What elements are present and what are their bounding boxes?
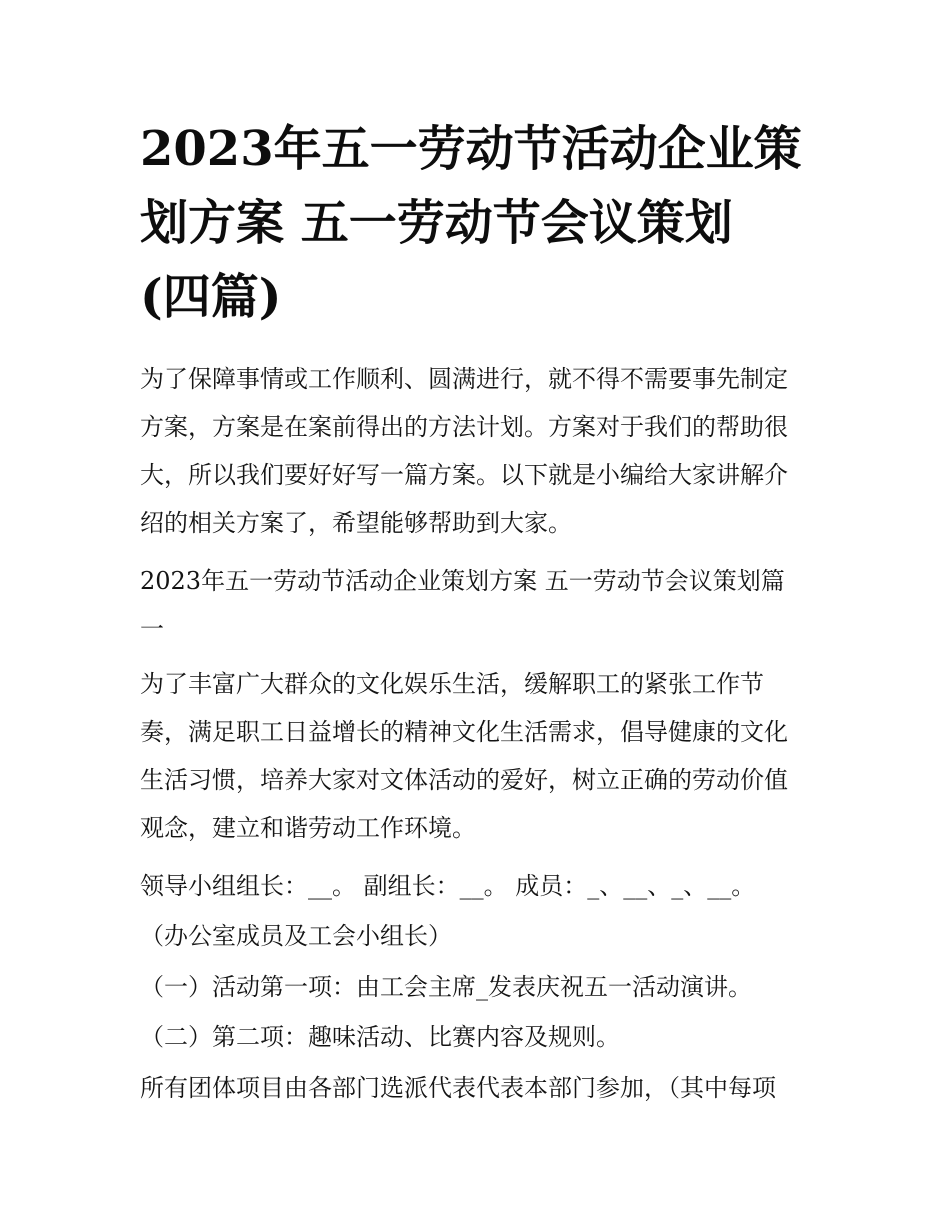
- title-line: (四篇): [140, 269, 282, 325]
- paragraph-line: 为了丰富广大群众的文化娱乐生活，缓解职工的紧张工作节: [140, 670, 764, 698]
- paragraph-line: 方案，方案是在案前得出的方法计划。方案对于我们的帮助很: [140, 413, 788, 441]
- activity-item-two: （二）第二项：趣味活动、比赛内容及规则。: [140, 1023, 620, 1051]
- paragraph-line: 奏，满足职工日益增长的精神文化生活需求，倡导健康的文化: [140, 718, 788, 746]
- heading-line: 一: [140, 615, 164, 643]
- title-line: 2023年五一劳动节活动企业策: [140, 121, 802, 177]
- paragraph-line: 生活习惯，培养大家对文体活动的爱好，树立正确的劳动价值: [140, 766, 788, 794]
- team-rules-line: 所有团体项目由各部门选派代表代表本部门参加，（其中每项: [140, 1074, 776, 1102]
- intro-paragraph: [140, 355, 820, 547]
- section-heading: [140, 557, 820, 653]
- document-title: [140, 112, 820, 334]
- purpose-paragraph: [140, 660, 820, 852]
- paragraph-line: 大，所以我们要好好写一篇方案。以下就是小编给大家讲解介: [140, 461, 788, 489]
- heading-line: 2023年五一劳动节活动企业策划方案 五一劳动节会议策划篇: [140, 567, 785, 595]
- activity-item-one: （一）活动第一项：由工会主席_发表庆祝五一活动演讲。: [140, 973, 752, 1001]
- paragraph-line: 为了保障事情或工作顺利、圆满进行，就不得不需要事先制定: [140, 365, 788, 393]
- office-note: （办公室成员及工会小组长）: [140, 922, 452, 950]
- title-line: 划方案 五一劳动节会议策划: [140, 195, 733, 251]
- paragraph-line: 观念，建立和谐劳动工作环境。: [140, 814, 476, 842]
- paragraph-line: 绍的相关方案了，希望能够帮助到大家。: [140, 509, 572, 537]
- leadership-line: 领导小组组长：__。 副组长：__。 成员：_、__、_、__。: [140, 872, 756, 900]
